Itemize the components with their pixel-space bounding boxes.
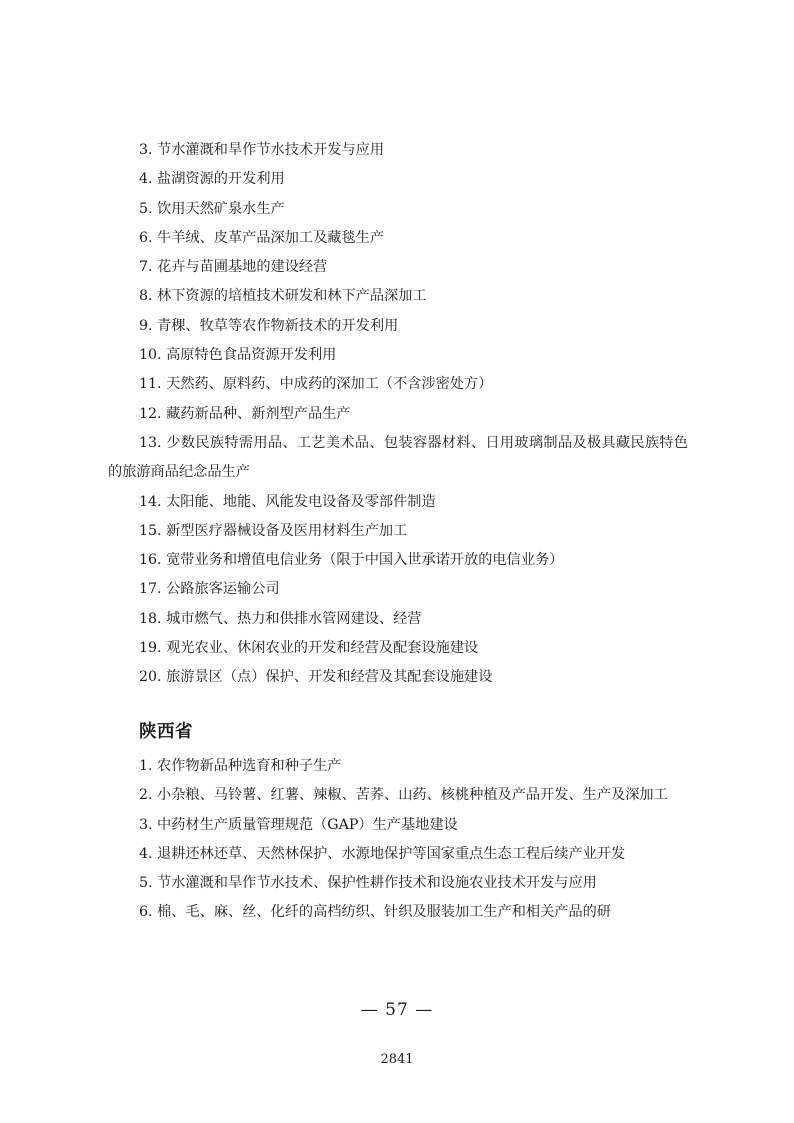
list-item: 20. 旅游景区（点）保护、开发和经营及其配套设施建设 (139, 669, 493, 686)
list-item: 3. 中药材生产质量管理规范（GAP）生产基地建设 (139, 816, 458, 833)
list-item: 14. 太阳能、地能、风能发电设备及零部件制造 (139, 493, 436, 510)
list-item: 4. 退耕还林还草、天然林保护、水源地保护等国家重点生态工程后续产业开发 (139, 845, 626, 862)
list-item: 4. 盐湖资源的开发利用 (139, 171, 285, 188)
document-code: 2841 (380, 1052, 414, 1067)
list-item: 1. 农作物新品种选育和种子生产 (139, 758, 342, 774)
list-item: 15. 新型医疗器械设备及医用材料生产加工 (139, 522, 408, 539)
section-list-shaanxi (108, 752, 688, 928)
section-heading-shaanxi: 陕西省 (139, 722, 193, 742)
list-item: 12. 藏药新品种、新剂型产品生产 (139, 405, 351, 422)
list-item: 9. 青稞、牧草等农作物新技术的开发利用 (139, 317, 399, 334)
list-item: 11. 天然药、原料药、中成药的深加工（不含涉密处方） (139, 376, 493, 393)
section-list-qinghai (108, 136, 688, 693)
list-item: 3. 节水灌溉和旱作节水技术开发与应用 (139, 142, 385, 158)
list-item: 10. 高原特色食品资源开发利用 (139, 347, 337, 364)
list-item: 19. 观光农业、休闲农业的开发和经营及配套设施建设 (139, 640, 479, 657)
list-item: 16. 宽带业务和增值电信业务（限于中国入世承诺开放的电信业务） (139, 552, 564, 569)
list-item: 5. 节水灌溉和旱作节水技术、保护性耕作技术和设施农业技术开发与应用 (139, 875, 597, 892)
list-item: 17. 公路旅客运输公司 (139, 581, 280, 598)
list-item: 8. 林下资源的培植技术研发和林下产品深加工 (139, 288, 427, 305)
list-item: 13. 少数民族特需用品、工艺美术品、包装容器材料、日用玻璃制品及极具藏民族特色的旅游商品纪念品生产 (108, 434, 688, 481)
list-item: 6. 棉、毛、麻、丝、化纤的高档纺织、针织及服装加工生产和相关产品的研 (139, 904, 612, 921)
list-item: 5. 饮用天然矿泉水生产 (139, 200, 285, 217)
list-item: 18. 城市燃气、热力和供排水管网建设、经营 (139, 610, 422, 627)
list-item: 7. 花卉与苗圃基地的建设经营 (139, 259, 328, 276)
page-number: — 57 — (360, 1000, 434, 1020)
list-item: 2. 小杂粮、马铃薯、红薯、辣椒、苦荞、山药、核桃种植及产品开发、生产及深加工 (139, 787, 668, 804)
list-item: 6. 牛羊绒、皮革产品深加工及藏毯生产 (139, 229, 385, 246)
